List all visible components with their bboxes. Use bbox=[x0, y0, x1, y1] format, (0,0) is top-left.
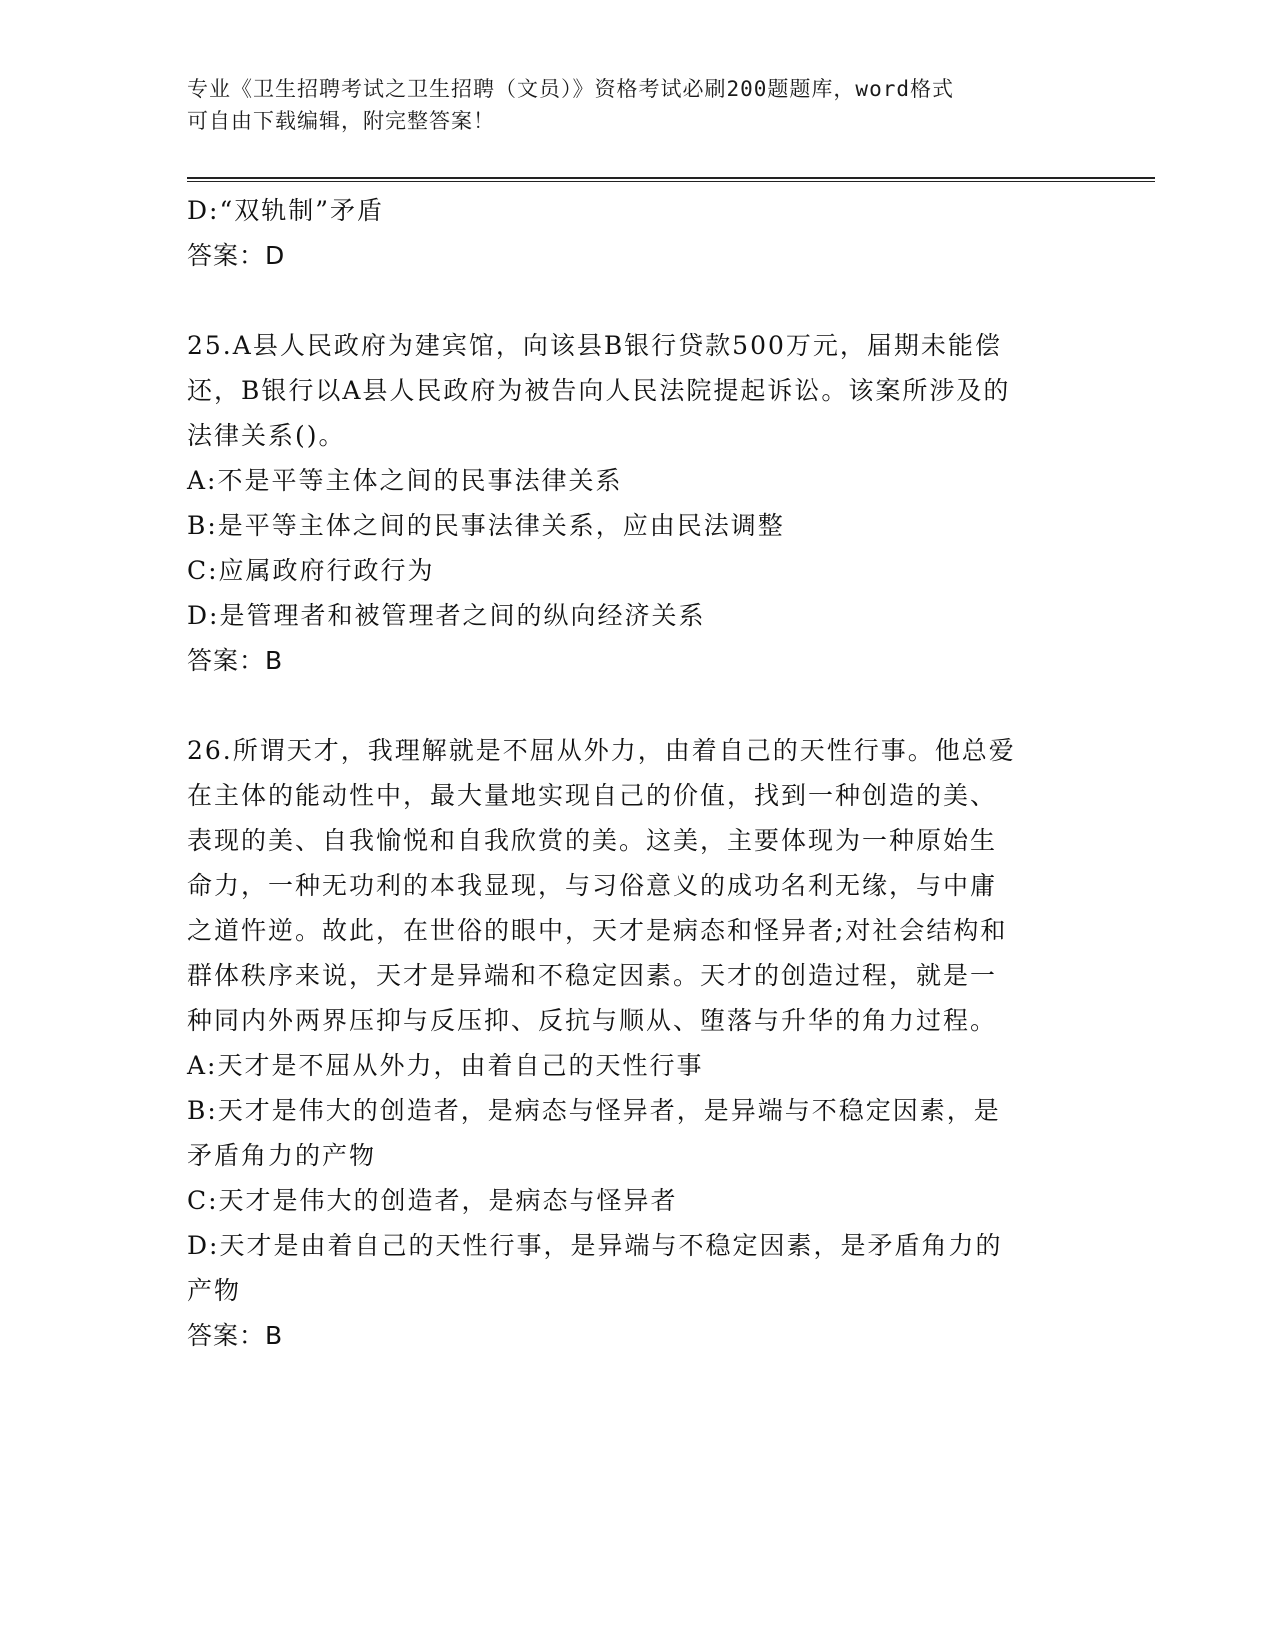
previous-question-tail bbox=[187, 188, 1087, 278]
question-stem-line: 25.A县人民政府为建宾馆，向该县B银行贷款500万元，届期未能偿 bbox=[187, 331, 1002, 360]
question-stem-line: 表现的美、自我愉悦和自我欣赏的美。这美，主要体现为一种原始生 bbox=[187, 826, 998, 855]
page-header bbox=[187, 73, 1087, 137]
answer-line: 答案：B bbox=[187, 646, 284, 675]
question-content bbox=[187, 188, 1087, 1358]
question-26 bbox=[187, 728, 1087, 1358]
option-d: D:是管理者和被管理者之间的纵向经济关系 bbox=[187, 601, 706, 630]
option-d: D:天才是由着自己的天性行事，是异端与不稳定因素，是矛盾角力的 bbox=[187, 1231, 1003, 1260]
option-b-continued: 矛盾角力的产物 bbox=[187, 1141, 377, 1170]
option-a: A:不是平等主体之间的民事法律关系 bbox=[187, 466, 623, 495]
question-stem-line: 法律关系()。 bbox=[187, 421, 346, 450]
question-stem-line: 在主体的能动性中，最大量地实现自己的价值，找到一种创造的美、 bbox=[187, 781, 998, 810]
question-stem-line: 还，B银行以A县人民政府为被告向人民法院提起诉讼。该案所涉及的 bbox=[187, 376, 1011, 405]
option-d-continued: 产物 bbox=[187, 1276, 242, 1305]
option-c: C:天才是伟大的创造者，是病态与怪异者 bbox=[187, 1186, 678, 1215]
header-divider-thick bbox=[187, 177, 1155, 179]
option-c: C:应属政府行政行为 bbox=[187, 556, 435, 585]
question-stem-line: 种同内外两界压抑与反压抑、反抗与顺从、堕落与升华的角力过程。 bbox=[187, 1006, 998, 1035]
question-stem-line: 之道忤逆。故此，在世俗的眼中，天才是病态和怪异者;对社会结构和 bbox=[187, 916, 1008, 945]
question-25 bbox=[187, 323, 1087, 683]
question-stem-line: 命力，一种无功利的本我显现，与习俗意义的成功名利无缘，与中庸 bbox=[187, 871, 998, 900]
option-b: B:是平等主体之间的民事法律关系，应由民法调整 bbox=[187, 511, 785, 540]
header-title-line-1: 专业《卫生招聘考试之卫生招聘（文员）》资格考试必刷200题题库，word格式 bbox=[187, 77, 954, 101]
question-stem-line: 26.所谓天才，我理解就是不屈从外力，由着自己的天性行事。他总爱 bbox=[187, 736, 1016, 765]
option-d: D:“双轨制”矛盾 bbox=[187, 196, 385, 225]
header-divider-thin bbox=[187, 181, 1155, 182]
spacer bbox=[187, 278, 1087, 323]
answer-line: 答案：D bbox=[187, 241, 286, 270]
header-title-line-2: 可自由下载编辑，附完整答案！ bbox=[187, 109, 495, 133]
option-a: A:天才是不屈从外力，由着自己的天性行事 bbox=[187, 1051, 704, 1080]
answer-line: 答案：B bbox=[187, 1321, 284, 1350]
option-b: B:天才是伟大的创造者，是病态与怪异者，是异端与不稳定因素，是 bbox=[187, 1096, 1001, 1125]
spacer bbox=[187, 683, 1087, 728]
question-stem-line: 群体秩序来说，天才是异端和不稳定因素。天才的创造过程，就是一 bbox=[187, 961, 998, 990]
